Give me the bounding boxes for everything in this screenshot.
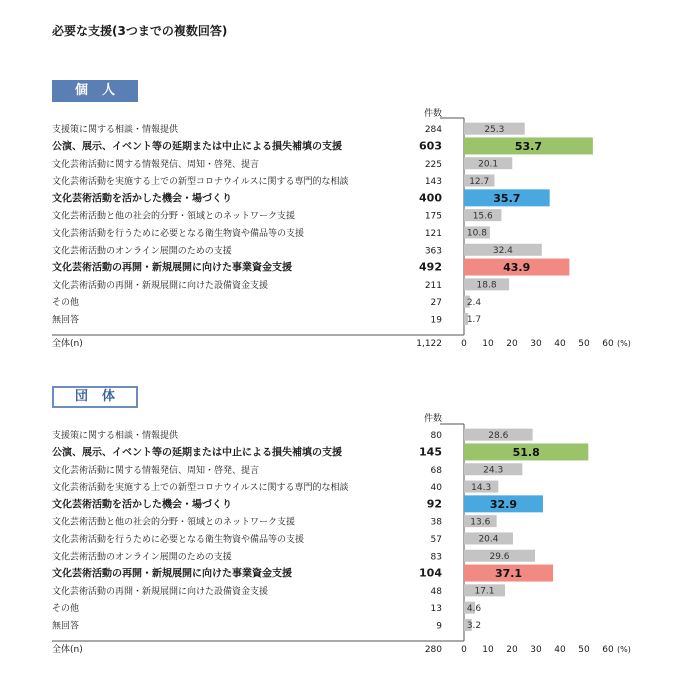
- x-tick-label: 40: [554, 645, 566, 655]
- category-label: 文化芸術活動の再開・新規展開に向けた設備資金支援: [52, 586, 269, 597]
- count-header: 件数: [423, 414, 442, 424]
- category-label: 文化芸術活動に関する情報発信、周知・啓発、提言: [52, 465, 260, 476]
- bar-value-label: 20.4: [478, 534, 499, 545]
- unit-label: (%): [617, 645, 631, 654]
- count-value: 68: [430, 465, 442, 476]
- count-value: 603: [419, 139, 442, 153]
- bar-value-label: 20.1: [478, 159, 499, 170]
- count-value: 48: [430, 586, 442, 597]
- count-value: 121: [424, 228, 442, 239]
- count-value: 27: [430, 298, 442, 309]
- count-value: 57: [430, 534, 442, 545]
- count-value: 104: [419, 566, 442, 580]
- count-value: 211: [424, 280, 442, 291]
- bar-value-label: 1.7: [466, 315, 482, 326]
- bar-value-label: 14.3: [471, 482, 492, 493]
- count-value: 400: [419, 191, 442, 205]
- category-label: 支援策に関する相談・情報提供: [52, 431, 179, 442]
- total-label: 全体(n): [52, 645, 83, 655]
- category-label: 文化芸術活動を活かした機会・場づくり: [52, 193, 232, 205]
- bar-value-label: 13.6: [470, 517, 491, 528]
- category-label: 公演、展示、イベント等の延期または中止による損失補填の支援: [52, 447, 342, 459]
- x-tick-label: 0: [461, 339, 467, 349]
- x-tick-label: 30: [530, 339, 542, 349]
- x-tick-label: 50: [578, 339, 590, 349]
- bar-value-label: 24.3: [483, 465, 504, 476]
- count-value: 284: [424, 125, 442, 136]
- count-value: 225: [424, 159, 442, 170]
- count-value: 38: [430, 517, 442, 528]
- bar-value-label: 3.2: [466, 621, 482, 632]
- count-value: 492: [419, 260, 442, 274]
- bar-value-label: 10.8: [466, 228, 487, 239]
- category-label: その他: [52, 604, 80, 615]
- category-label: その他: [52, 298, 80, 309]
- x-tick-label: 30: [530, 645, 542, 655]
- count-value: 145: [419, 445, 442, 459]
- category-label: 無回答: [52, 315, 80, 326]
- bar-value-label: 37.1: [494, 567, 523, 581]
- category-label: 文化芸術活動のオンライン展開のための支援: [52, 552, 232, 563]
- count-value: 13: [430, 604, 442, 615]
- total-label: 全体(n): [52, 339, 83, 349]
- count-value: 143: [424, 177, 442, 188]
- count-value: 9: [436, 621, 442, 632]
- bar-value-label: 12.7: [469, 176, 490, 187]
- page-title: 必要な支援(3つまでの複数回答): [52, 24, 228, 38]
- x-tick-label: 10: [482, 339, 494, 349]
- x-tick-label: 0: [461, 645, 467, 655]
- count-value: 83: [430, 552, 442, 563]
- category-label: 文化芸術活動を実施する上での新型コロナウイルスに関する専門的な相談: [52, 483, 349, 494]
- category-label: 文化芸術活動を実施する上での新型コロナウイルスに関する専門的な相談: [52, 177, 349, 188]
- total-count: 280: [424, 645, 442, 655]
- bar-value-label: 2.4: [466, 297, 482, 308]
- bar-value-label: 32.4: [492, 245, 513, 256]
- count-value: 19: [430, 315, 442, 326]
- category-label: 文化芸術活動の再開・新規展開に向けた事業資金支援: [52, 262, 292, 274]
- x-tick-label: 10: [482, 645, 494, 655]
- category-label: 公演、展示、イベント等の延期または中止による損失補填の支援: [52, 141, 342, 153]
- bar-value-label: 35.7: [493, 191, 521, 205]
- category-label: 文化芸術活動の再開・新規展開に向けた事業資金支援: [52, 568, 292, 580]
- category-label: 文化芸術活動に関する情報発信、周知・啓発、提言: [52, 159, 260, 170]
- count-header: 件数: [423, 109, 442, 119]
- bar-value-label: 18.8: [476, 280, 497, 291]
- category-label: 文化芸術活動を行うために必要となる衛生物資や備品等の支援: [52, 228, 305, 239]
- section-label-individual: 個人: [52, 80, 138, 102]
- count-value: 175: [424, 211, 442, 222]
- x-tick-label: 60: [602, 645, 614, 655]
- bar-value-label: 29.6: [489, 551, 510, 562]
- x-tick-label: 20: [506, 645, 518, 655]
- category-label: 文化芸術活動の再開・新規展開に向けた設備資金支援: [52, 280, 269, 291]
- category-label: 支援策に関する相談・情報提供: [52, 125, 179, 136]
- count-value: 92: [426, 497, 442, 511]
- bar-value-label: 43.9: [503, 261, 531, 275]
- count-value: 40: [430, 483, 442, 494]
- total-count: 1,122: [416, 339, 442, 349]
- category-label: 無回答: [52, 621, 80, 632]
- bar-value-label: 25.3: [484, 124, 505, 135]
- bar-value-label: 32.9: [489, 497, 518, 511]
- count-value: 80: [430, 431, 442, 442]
- bar-value-label: 28.6: [488, 430, 509, 441]
- category-label: 文化芸術活動を活かした機会・場づくり: [52, 499, 232, 511]
- bar-value-label: 15.6: [472, 211, 493, 222]
- bar-value-label: 51.8: [512, 445, 540, 459]
- category-label: 文化芸術活動のオンライン展開のための支援: [52, 246, 232, 257]
- count-value: 363: [424, 246, 442, 257]
- category-label: 文化芸術活動を行うために必要となる衛生物資や備品等の支援: [52, 534, 305, 545]
- x-tick-label: 50: [578, 645, 590, 655]
- x-tick-label: 20: [506, 339, 518, 349]
- category-label: 文化芸術活動と他の社会的分野・領域とのネットワーク支援: [52, 211, 296, 222]
- bar-value-label: 53.7: [514, 139, 543, 153]
- x-tick-label: 60: [602, 339, 614, 349]
- unit-label: (%): [617, 339, 631, 348]
- bar-value-label: 4.6: [466, 603, 482, 614]
- x-tick-label: 40: [554, 339, 566, 349]
- section-label-organization: 団体: [52, 386, 138, 408]
- category-label: 文化芸術活動と他の社会的分野・領域とのネットワーク支援: [52, 517, 296, 528]
- bar-value-label: 17.1: [474, 586, 495, 597]
